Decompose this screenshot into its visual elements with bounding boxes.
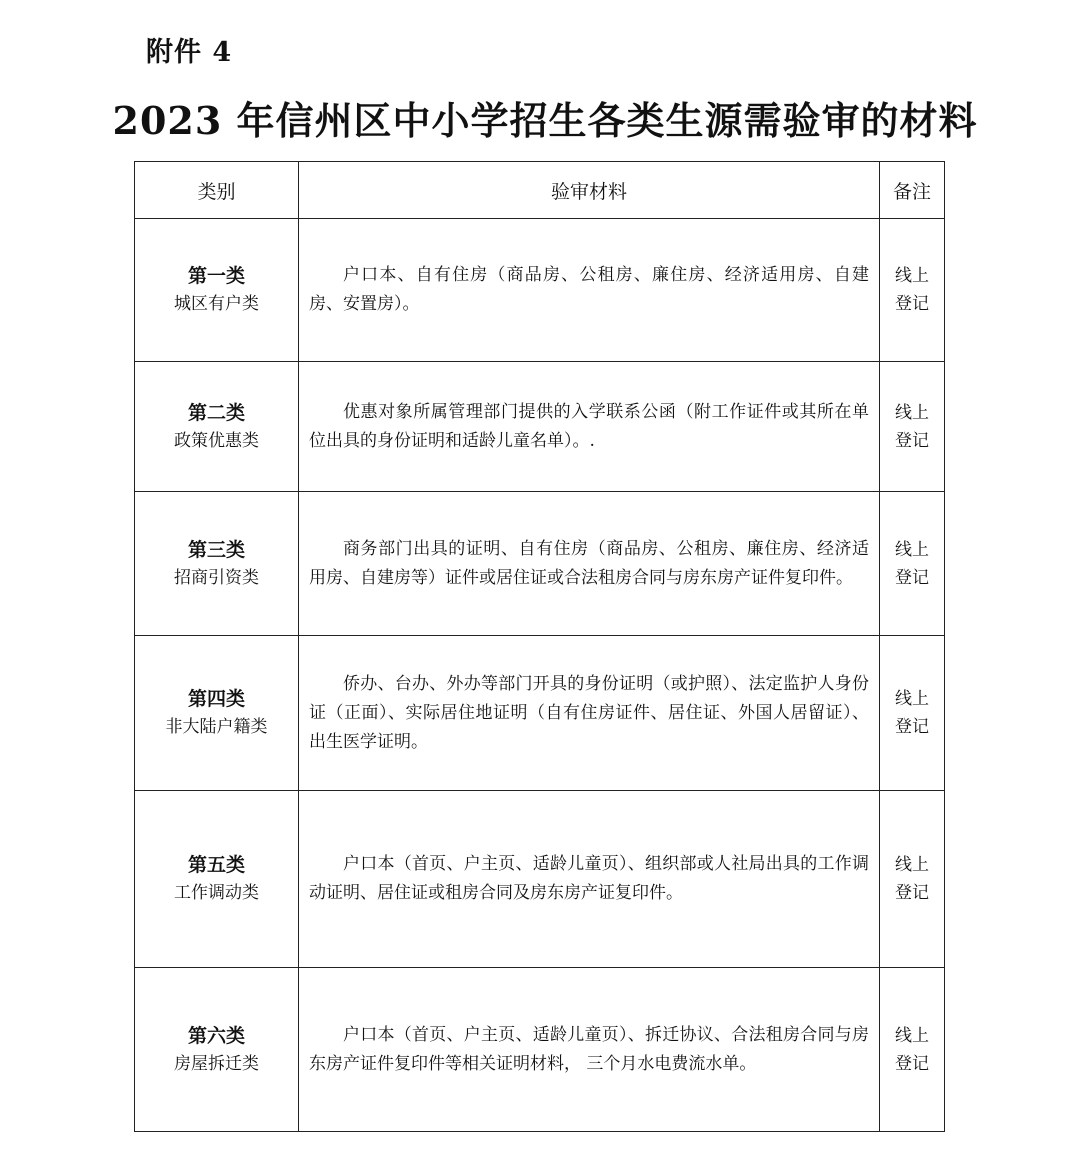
category-number: 第六类	[187, 1024, 245, 1047]
note-text: 线上登记	[894, 1025, 929, 1074]
table-row	[135, 362, 945, 492]
materials-cell	[299, 791, 880, 968]
note-text: 线上登记	[894, 539, 929, 588]
header-category: 类别	[135, 162, 299, 219]
category-name: 招商引资类	[174, 567, 259, 588]
category-number: 第一类	[187, 265, 245, 287]
attachment-label: 附件 4	[146, 37, 233, 68]
category-name: 政策优惠类	[174, 430, 259, 451]
category-cell	[135, 219, 299, 362]
note-cell	[880, 492, 945, 636]
table-row	[135, 492, 945, 636]
materials-cell	[299, 219, 880, 362]
materials-text: 户口本（首页、户主页、适龄儿童页）、组织部或人社局出具的工作调动证明、居住证或租房合同及房东房产证复印件。	[309, 854, 869, 903]
header-materials: 验审材料	[299, 162, 880, 219]
table-row	[135, 791, 945, 968]
category-name: 房屋拆迁类	[174, 1053, 259, 1074]
note-cell	[880, 968, 945, 1132]
category-cell	[135, 968, 299, 1132]
materials-text: 优惠对象所属管理部门提供的入学联系公函（附工作证件或其所在单位出具的身份证明和适龄儿童名单）。.	[309, 401, 869, 451]
header-note: 备注	[880, 162, 945, 219]
category-cell	[135, 636, 299, 791]
note-cell	[880, 362, 945, 492]
category-number: 第四类	[187, 688, 245, 710]
materials-text: 户口本、自有住房（商品房、公租房、廉住房、经济适用房、自建房、安置房）。	[309, 265, 869, 314]
document-title: 2023 年信州区中小学招生各类生源需验审的材料	[112, 98, 978, 143]
materials-cell	[299, 492, 880, 636]
category-name: 工作调动类	[174, 883, 259, 903]
note-text: 线上登记	[894, 266, 929, 314]
materials-cell	[299, 968, 880, 1132]
category-number: 第五类	[187, 854, 245, 876]
table-row	[135, 219, 945, 362]
category-name: 城区有户类	[174, 294, 259, 314]
category-cell	[135, 492, 299, 636]
materials-cell	[299, 636, 880, 791]
note-text: 线上登记	[894, 689, 929, 737]
category-name: 非大陆户籍类	[165, 717, 268, 737]
table-row	[135, 636, 945, 791]
materials-text: 侨办、台办、外办等部门开具的身份证明（或护照）、法定监护人身份证（正面）、实际居住地证明（自有住房证件、居住证、外国人居留证）、出生医学证明。	[309, 673, 869, 752]
materials-text: 商务部门出具的证明、自有住房（商品房、公租房、廉住房、经济适用房、自建房等）证件或居住证或合法租房合同与房东房产证件复印件。	[309, 538, 869, 588]
note-cell	[880, 791, 945, 968]
category-cell	[135, 791, 299, 968]
note-text: 线上登记	[894, 855, 929, 903]
materials-text: 户口本（首页、户主页、适龄儿童页）、拆迁协议、合法租房合同与房东房产证件复印件等相关证明材料， 三个月水电费流水单。	[309, 1024, 869, 1074]
materials-cell	[299, 362, 880, 492]
note-text: 线上登记	[894, 402, 929, 451]
note-cell	[880, 636, 945, 791]
category-number: 第三类	[187, 538, 245, 561]
category-cell	[135, 362, 299, 492]
materials-table	[134, 161, 945, 1132]
table-row	[135, 968, 945, 1132]
category-number: 第二类	[187, 401, 245, 424]
table-header-row	[135, 162, 945, 219]
note-cell	[880, 219, 945, 362]
